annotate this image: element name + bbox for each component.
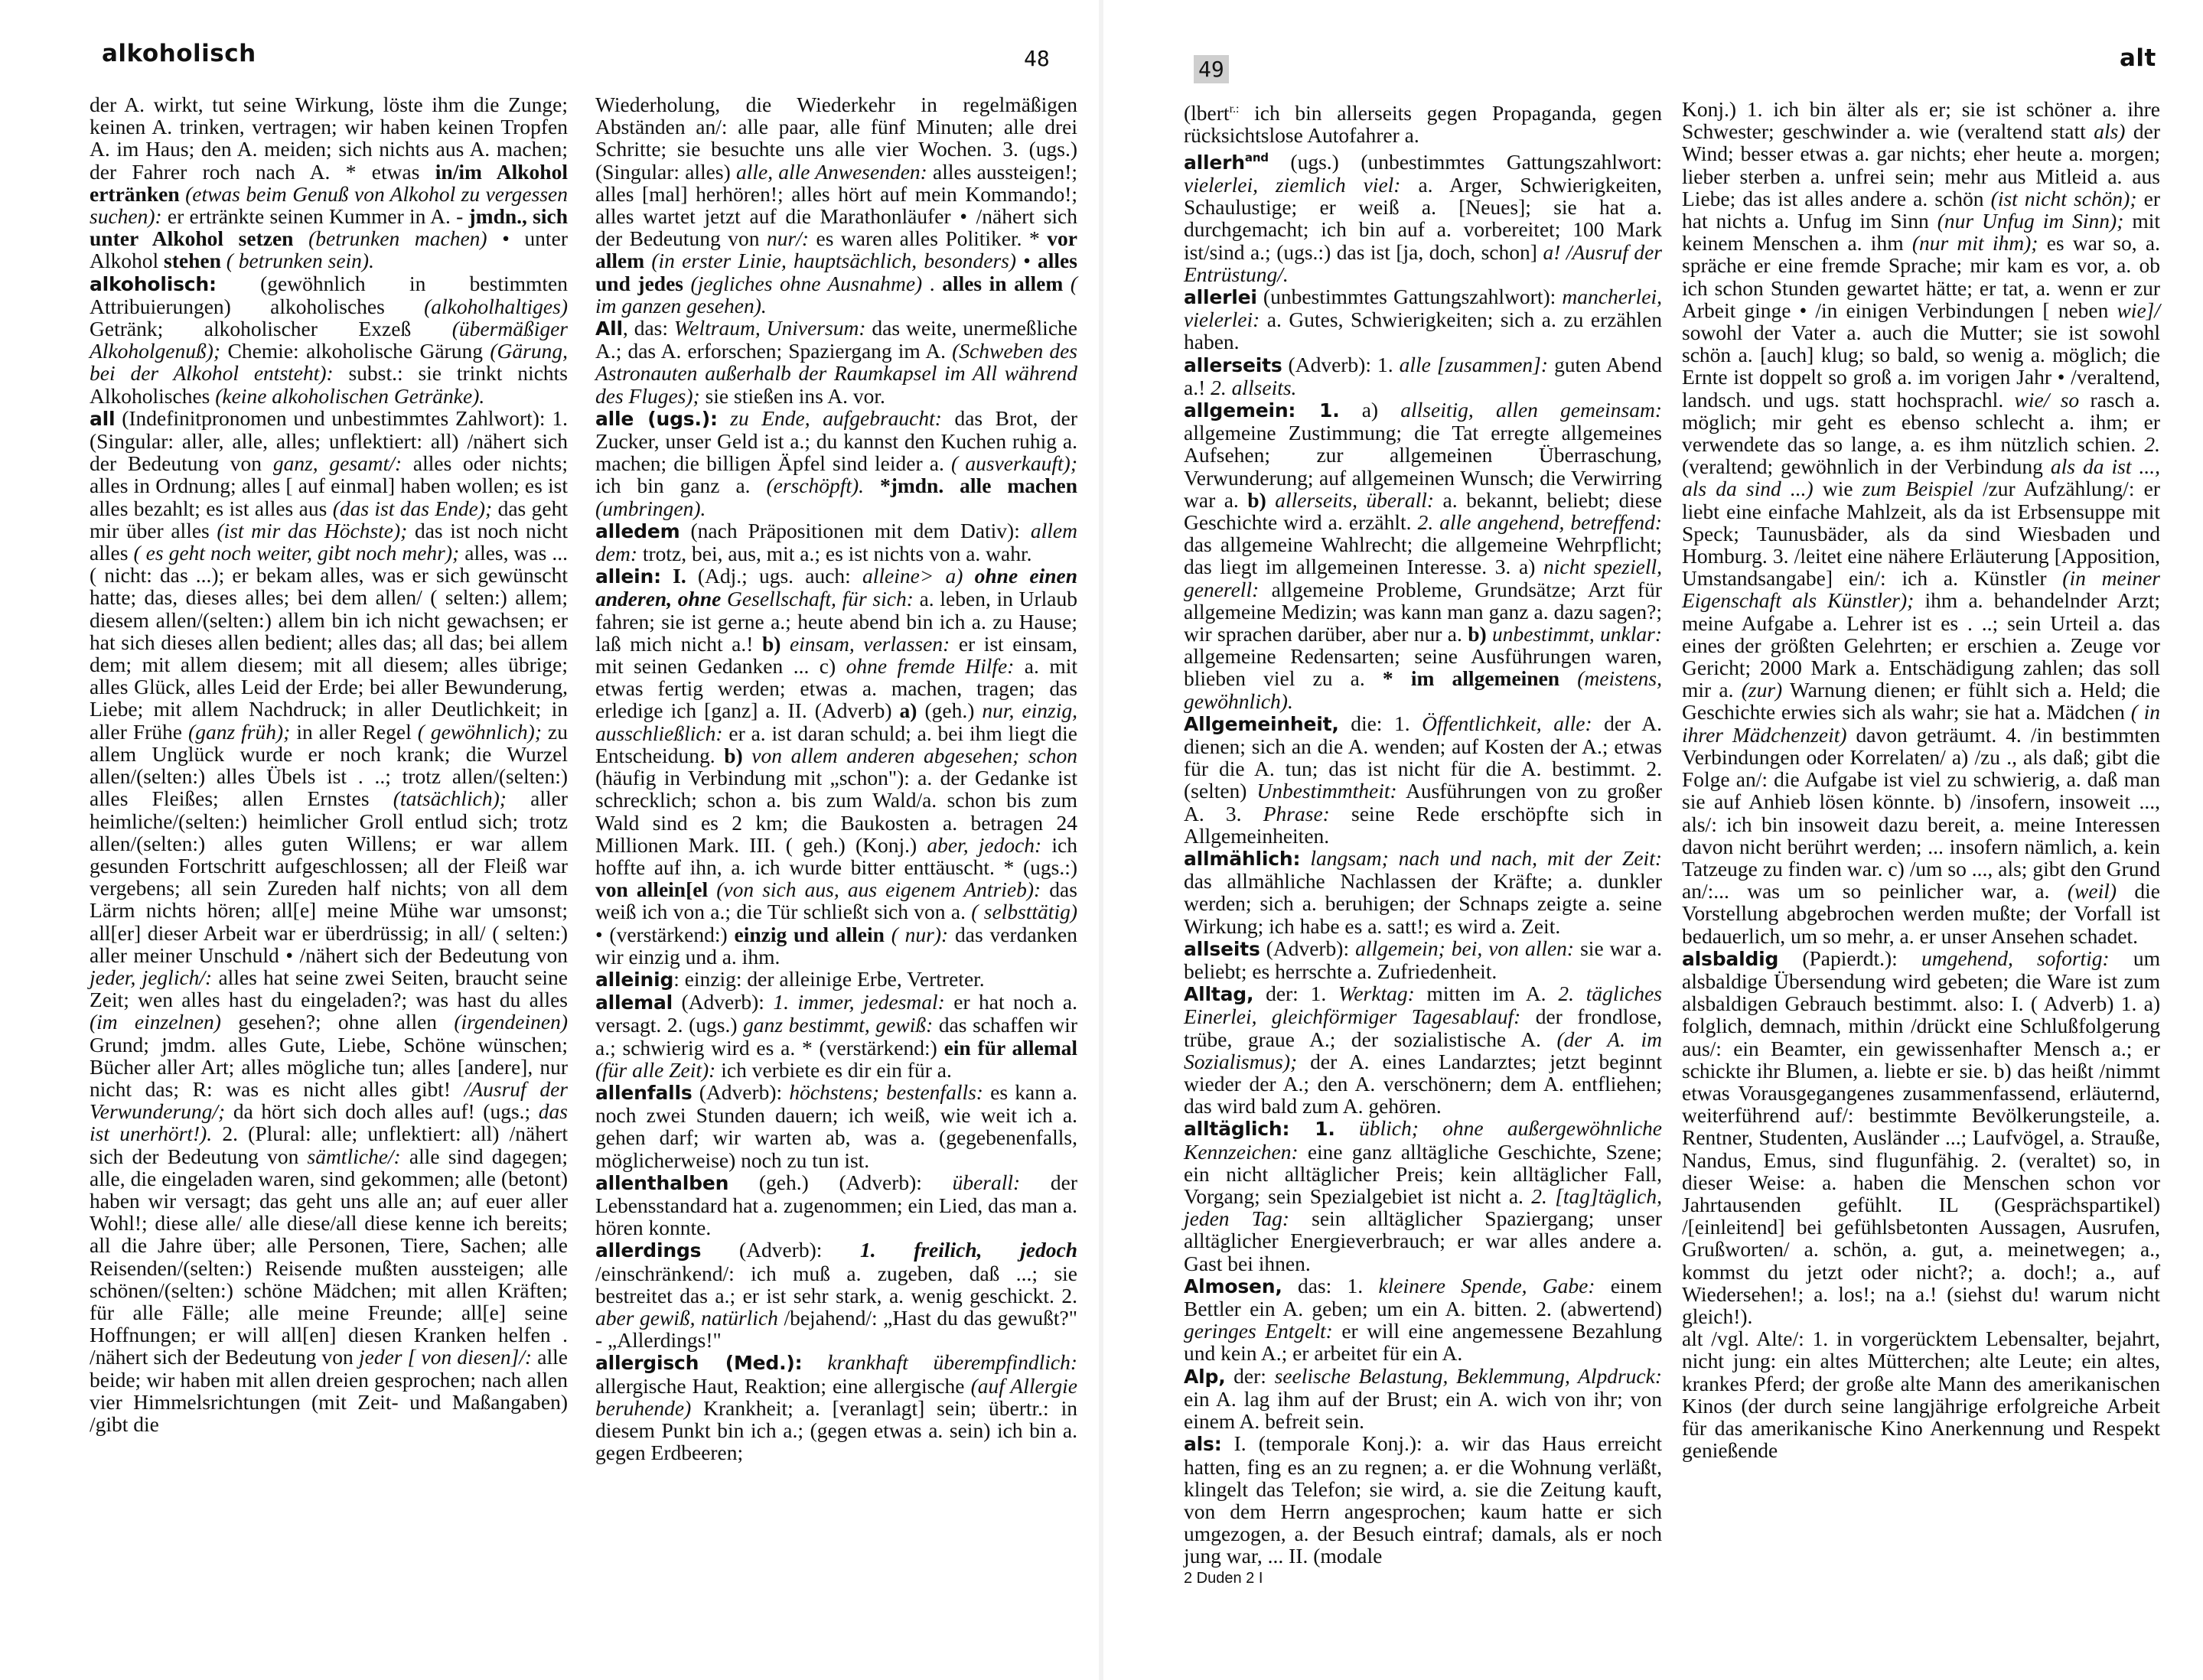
entry-allseits: allseits (Adverb): allgemein; bei, von allen: sie war a. beliebt; es herrschte a. Zufriedenheit. xyxy=(1184,936,1662,984)
entry-allein: allein: I. (Adj.; ugs. auch: alleine> a) ohne einen anderen, ohne Gesellschaft, für sich: a. leben, in Urlaub fahren; sie ist gerne a.; heute abend bin ich a. zu Hause; laß mich nicht a.! b) einsam, verlassen: er ist einsam, mit seinen Gedanken ... c) ohne fremde Hilfe: a. mit etwas fertig werden; etwas a. machen, tragen; das erledige ich [ganz] a. II. (Adverb) a) (geh.) nur, einzig, ausschließlich: er a. ist daran schuld; a. bei ihm liegt die Entscheidung. b) von allem anderen abgesehen; schon (häufig in Verbindung mit „schon"): a. der Gedanke ist schrecklich; schon a. bis zum Wald/a. schon bis zum Wald sind es 2 km; die Baukosten a. betragen 24 Millionen Mark. III. ( geh.) (Konj.) aber, jedoch: ich hoffte auf ihn, a. ich wurde bitter enttäuscht. * (ugs.:) von allein[el (von sich aus, aus eigenem Antrieb): das weiß ich von a.; die Tür schließt sich von a. ( selbsttätig) • (verstärkend:) einzig und allein ( nur): das verdanken wir einzig und a. ihm. xyxy=(595,564,1078,969)
headword: alsbaldig xyxy=(1682,947,1779,970)
headword: allseits xyxy=(1184,937,1260,960)
headword: all xyxy=(90,407,116,430)
running-head: alt xyxy=(2120,44,2156,72)
running-head: alkoholisch xyxy=(102,40,256,67)
entry-alkohol-continued: der A. wirkt, tut seine Wirkung, löste ihm die Zunge; keinen A. trinken, vertragen; wir haben keinen Tropfen A. im Haus; den A. meiden; sich nichts aus A. machen; der Fahrer roch nach A. * etwas in/im Alkohol ertränken (etwas beim Genuß von Alkohol zu vergessen suchen): er ertränkte seinen Kummer in A. - jmdn., sich unter Alkohol setzen (betrunken machen) • unter Alkohol stehen ( betrunken sein). xyxy=(90,93,568,273)
entry-alsbaldig: alsbaldig (Papierdt.): umgehend, sofortig: um alsbaldige Übersendung wird gebeten; die Ware ist zum alsbaldigen Gebrauch bestimmt. also: I. ( Adverb) 1. a) folglich, demnach, mithin /drückt eine Schlußfolgerung aus/: ein Beamter, ein gewissenhafter Mensch a.; er schickte ihr Blumen, a. liebte er sie. b) das heißt /nimmt etwas Vorausgegangenes zusammenfassend, erläuternd, weiterführend auf/: bestimmte Bevölkerungsteile, a. Rentner, Studenten, Ausländer ...; Laufvögel, a. Strauße, Nandus, Emus, sind flugunfähig. 2. (veraltet) so, in dieser Weise: a. haben die Menschen schon vor Jahrtausenden gefühlt. IL (Gesprächspartikel) /[einleitend] bei gefühlsbetonten Aussagen, Ausrufen, Grußworten/ a. schön, a. gut, a. meinetwegen; a., kommst du jetzt oder nicht?; a. doch!; a., auf Wiedersehen!; a. los!; na a.! (siehst du! warum nicht gleich!). xyxy=(1682,946,2160,1328)
headword: allein: xyxy=(595,565,661,588)
entry-alt: alt /vgl. Alte/: 1. in vorgerücktem Lebensalter, bejahrt, nicht jung: ein altes Mütterchen; alte Leute; ein altes, krankes Pferd; der große alte Mann des amerikanischen Kinos (der durch seine langjährige erfolgreiche Arbeit für das amerikanische Kino Anerkennung und Respekt genießende xyxy=(1682,1327,2160,1463)
headword: alleinig xyxy=(595,968,674,991)
text-column-1 xyxy=(90,93,568,1435)
entry-allerseits: allerseits (Adverb): 1. alle [zusammen]: guten Abend a.! 2. allseits. xyxy=(1184,352,1662,399)
entry-alltag: Alltag, der: 1. Werktag: mitten im A. 2. tägliches Einerlei, gleichförmiger Tagesablauf: der frondlose, trübe, graue A.; der sozialistische A. (der A. im Sozialismus); der A. eines Landarztes; jetzt beginnt wieder der A.; den A. verschönern; dem A. entfliehen; das wird bald zum A. gehören. xyxy=(1184,982,1662,1118)
footer-signature: 2 Duden 2 I xyxy=(1184,1570,1263,1587)
headword: allerdings xyxy=(595,1239,702,1262)
entry-alltaeglich: alltäglich: 1. üblich; ohne außergewöhnliche Kennzeichen: eine ganz alltägliche Geschichte, Szene; ein nicht alltäglicher Preis; kein alltäglicher Fall, Vorgang; sein Spezialgebiet ist nicht a. 2. [tag]täglich, jeden Tag: sein alltäglicher Spaziergang; unser alltäglicher Energieverbrauch; er war alles andere a. Gast bei ihnen. xyxy=(1184,1116,1662,1275)
headword: Alltag, xyxy=(1184,983,1254,1006)
entry-alkoholisch: alkoholisch: (gewöhnlich in bestimmten Attribuierungen) alkoholisches (alkoholhaltiges) Getränk; alkoholischer Exzeß (übermäßiger Alkoholgenuß); Chemie: alkoholische Gärung (Gärung, bei der Alkohol entsteht): subst.: sie trinkt nichts Alkoholisches (keine alkoholischen Getränke). xyxy=(90,271,568,408)
entry-alledem: alledem (nach Präpositionen mit dem Dativ): allem dem: trotz, bei, aus, mit a.; es ist nichts von a. wahr. xyxy=(595,518,1077,566)
entry-alle: alle (ugs.): zu Ende, aufgebraucht: das Brot, der Zucker, unser Geld ist a.; du kannst den Kuchen ruhig a. machen; die billigen Äpfel sind leider a. ( ausverkauft); ich bin ganz a. (erschöpft). *jmdn. alle machen (umbringen). xyxy=(595,405,1077,520)
headword: allenthalben xyxy=(595,1171,729,1194)
entry-allgemein: allgemein: 1. a) allseitig, allen gemeinsam: allgemeine Zustimmung; die Tat erregte allgemeines Aufsehen; zur allgemeinen Überraschung, Verwunderung; auf allgemeinen Wunsch; die Verwirring war a. b) allerseits, überall: a. bekannt, beliebt; diese Geschichte wird a. erzählt. 2. alle angehend, betreffend: das allgemeine Wahlrecht; die allgemeine Wehrpflicht; das liegt im allgemeinen Interesse. 3. a) nicht speziell, generell: allgemeine Probleme, Grundsätze; Arzt für allgemeine Medizin; was kann man ganz a. dazu sagen?; wir sprachen darüber, aber nur a. b) unbestimmt, unklar: allgemeine Redensarten; seine Ausführungen waren, blieben viel zu a. * im allgemeinen (meistens, gewöhnlich). xyxy=(1184,397,1663,713)
headword: Allgemeinheit, xyxy=(1184,712,1339,735)
page-number: 49 xyxy=(1194,55,1229,83)
entry-allerlei: allerlei (unbestimmtes Gattungszahlwort): mancherlei, vielerlei: a. Gutes, Schwierigkeiten; sich a. zu erzählen haben. xyxy=(1184,284,1662,354)
headword: Almosen, xyxy=(1184,1275,1282,1297)
entry-als-continued: Konj.) 1. ich bin älter als er; sie ist schöner a. ihre Schwester; geschwinder a. wie (veraltend statt als) der Wind; besser etwas a. gar nichts; eher heute a. morgen; lieber sterben a. unfrei sein; mehr aus Mitleid a. aus Liebe; das ist alles andere a. schön (ist nicht schön); er hat nichts a. Unfug im Sinn (nur Unfug im Sinn); mit keinem Menschen a. ihm (nur mit ihm); es war so, a. spräche er eine fremde Sprache; mir kam es vor, a. ob ich schon Stunden gewartet hätte; er tat, a. wenn er zur Arbeit ginge • /in einigen Verbindungen [ neben wie]/ sowohl der Vater a. auch die Mutter; sie ist sowohl schön a. [auch] klug; so bald, so wenig a. möglich; die Ernte ist doppelt so groß a. im vorigen Jahr • /veraltend, landsch. und ugs. statt hochsprachl. wie/ so rasch a. möglich; mir geht es ebenso schlecht a. ihm; er verwendete das so lange, a. es ihm nützlich schien. 2. (veraltend; gewöhnlich in der Verbindung als da ist ..., als da sind ...) wie zum Beispiel /zur Aufzählung/: er liebt eine einfache Mahlzeit, als da ist Erbsensuppe mit Speck; Taunusbäder, als da sind Wiesbaden und Homburg. 3. /leitet eine nähere Erläuterung [Apposition, Umstandsangabe] ein/: ich a. Künstler (in meiner Eigenschaft als Künstler); ihm a. behandelnder Arzt; meine Aufgabe a. Lehrer ist es . ..; sein Urteil a. das eines der größten Gelehrten; er erschien a. Zeuge vor Gericht; 2000 Mark a. Entschädigung zahlen; das soll mir a. (zur) Warnung dienen; er fühlt sich a. Held; die Geschichte erwies sich als wahr; sie hat a. Mädchen ( in ihrer Mädchenzeit) davon geträumt. 4. /in bestimmten Verbindungen oder Korrelaten/ a) /zu ., als daß; gibt die Folge an/: die Aufgabe ist viel zu schwierig, a. daß man sie auf Anhieb lösen könnte. b) /insofern, insoweit ..., als/: ich bin insoweit dazu bereit, a. meine Interessen davon nicht berührt werden; ... insofern nämlich, a. kein Tatzeuge zu finden war. c) /um so ..., als; gibt den Grund an/:... was um so peinlicher war, a. (weil) die Vorstellung abgebrochen werden mußte; der Vorfall ist bedauerlich, um so mehr, a. er unser Ansehen schadet. xyxy=(1682,97,2161,948)
entry-All: All, das: Weltraum, Universum: das weite, unermeßliche A.; das A. erforschen; Spaziergang im A. (Schweben des Astronauten außerhalb der Raumkapsel im All während des Fluges); sie stießen ins A. vor. xyxy=(595,316,1077,408)
headword: als: xyxy=(1184,1433,1222,1456)
headword: All xyxy=(595,317,623,340)
entry-als: als: I. (temporale Konj.): a. wir das Haus erreicht hatten, fing es an zu regnen; a. er die Wohnung verläßt, klingelt das Telefon; sie wird, a. sie die Zeitung kauft, von dem Herrn angesprochen; kaum hatte er sich umgezogen, a. der Besuch eintraf; damals, als er noch jung war, ... II. (modale xyxy=(1184,1431,1662,1568)
entry-allenfalls: allenfalls (Adverb): höchstens; bestenfalls: es kann a. noch zwei Stunden dauern; ich weiß, wie weit ich a. gehen darf; wir warten ab, was a. (gegebenenfalls, möglicherweise) noch zu tun ist. xyxy=(595,1079,1077,1172)
headword: allerseits xyxy=(1184,353,1282,376)
entry-allerseits-fragment: (lbert$^{r.:}$ ich bin allerseits gegen Propaganda, gegen rücksichtslose Autofahrer a. xyxy=(1184,101,1662,148)
text-column-2 xyxy=(595,93,1077,1463)
entry-allergisch: allergisch (Med.): krankhaft überempfindlich: allergische Haut, Reaktion; eine allergische (auf Allergie beruhende) Krankheit; a. [veranlagt] sein; übertr.: in diesem Punkt bin ich a.; (gegen etwas a. sein) ich bin a. gegen Erdbeeren; xyxy=(595,1350,1077,1465)
entry-allemal: allemal (Adverb): 1. immer, jedesmal: er hat noch a. versagt. 2. (ugs.) ganz bestimmt, gewiß: das schaffen wir a.; schwierig wird es a. * (verstärkend:) ein für allemal (für alle Zeit): ich verbiete es dir ein für a. xyxy=(595,990,1078,1082)
entry-allmaehlich: allmählich: langsam; nach und nach, mit der Zeit: das allmähliche Nachlassen der Kräfte; a. dunkler werden; sich a. beruhigen; der Schnaps zeigte a. seine Wirkung; ich habe es a. satt!; es wird a. Zeit. xyxy=(1184,846,1662,938)
headword: alkoholisch: xyxy=(90,272,217,295)
headword: allenfalls xyxy=(595,1081,693,1104)
headword: alle (ugs.): xyxy=(595,407,718,430)
left-page xyxy=(0,0,1101,1680)
headword: Alp, xyxy=(1184,1365,1226,1388)
text-column-1 xyxy=(1184,98,1662,1568)
entry-allgemeinheit: Allgemeinheit, die: 1. Öffentlichkeit, alle: der A. dienen; sich an die A. wenden; auf Kosten der A.; etwas für die A. tun; das ist nicht für die A. bestimmt. 2. (selten) Unbestimmtheit: Ausführungen von zu großer A. 3. Phrase: seine Rede erschöpfte sich in Allgemeinheiten. xyxy=(1184,711,1663,848)
headword: alltäglich: xyxy=(1184,1118,1290,1141)
headword: allerh xyxy=(1184,151,1245,174)
page-number: 48 xyxy=(1024,46,1050,71)
headword: alledem xyxy=(595,519,680,542)
headword: allmählich: xyxy=(1184,848,1301,871)
entry-allerdings: allerdings (Adverb): 1. freilich, jedoch /einschränkend/: ich muß a. zugeben, daß ...; sie bestreitet das a.; er ist sehr stark, a. wenig geschickt. 2. aber gewiß, natürlich /bejahend/: „Hast du das gewußt?" - „Allerdings!" xyxy=(595,1238,1077,1353)
headword: allemal xyxy=(595,991,673,1014)
headword: allergisch (Med.): xyxy=(595,1352,803,1375)
entry-alp: Alp, der: seelische Belastung, Beklemmung, Alpdruck: ein A. lag ihm auf der Brust; ein A. wich von ihr; von einem A. befreit sein. xyxy=(1184,1363,1663,1434)
entry-allerhand: allerh$^{and}$ (ugs.) (unbestimmtes Gattungszahlwort: vielerlei, ziemlich viel: a. Arger, Schwierigkeiten, Schaulustige; er weiß a. [Neues]; sie hat a. durchgemacht; ich bin auf a. vorbereitet; 100 Mark ist/sind a.; (ugs.:) das ist [ja, doch, schon] a! /Ausruf der Entrüstung/. xyxy=(1184,149,1662,286)
entry-all: all (Indefinitpronomen und unbestimmtes Zahlwort): 1. (Singular: aller, alle, alles; unflektiert: all) /nähert sich der Bedeutung von ganz, gesamt/: alles oder nichts; alles in Ordnung; alles [ auf einmal] haben wollen; es ist alles bezahlt; es ist alles aus (das ist das Ende); das geht mir über alles (ist mir das Höchste); das ist noch nicht alles ( es geht noch weiter, gibt noch mehr); alles, was ... ( nicht: das ...); er bekam alles, was er sich gewünscht hatte; das, dieses alles; bei dem allen/ ( selten:) allem; diesem allen/(selten:) allem bin ich nicht gewachsen; er hat sich dieses allen bedient; alles das; all das; bei allem dem; mit allem diesem; mit all diesem; alles übrige; alles Glück, alles Leid der Erde; bei aller Bewunderung, Liebe; mit allem Nachdruck; in aller Deutlichkeit; in aller Frühe (ganz früh); in aller Regel ( gewöhnlich); zu allem Unglück wurde er noch krank; die Wurzel allen/(selten:) alles Übels ist . ..; trotz allen/(selten:) alles Fleißes; allen Ernstes (tatsächlich); aller heimliche/(selten:) heimlicher Groll entlud sich; trotz allen/(selten:) alles guten Willens; er war allem gesunden Fortschritt aufgeschlossen; all der Fleiß war vergebens; all sein Zureden half nichts; von all dem Lärm nichts hören; all[e] meine Mühe war umsonst; all[er] dieser Arbeit war er überdrüssig; in all/ ( selten:) aller meiner Unschuld • /nähert sich der Bedeutung von jeder, jeglich/: alles hat seine zwei Seiten, braucht seine Zeit; wen alles hast du eingeladen?; was hast du alles (im einzelnen) gesehen?; ohne allen (irgendeinen) Grund; jmdm. alles Gute, Liebe, Schöne wünschen; Bücher aller Art; alles mögliche tun; alles [andere], nur nicht das; R: was es nicht alles gibt! /Ausruf der Verwunderung/; da hört sich doch alles auf! (ugs.; das ist unerhört!). 2. (Plural: alle; unflektiert: all) /nähert sich der Bedeutung von sämtliche/: alle sind dagegen; alle, die eingeladen waren, sind gekommen; alle (betont) haben wir versagt; das geht uns alle an; auf euer aller Wohl!; diese alle/ alle diese/all diese kenne ich bereits; all die Jahre über; alle Personen, Tiere, Sachen; alle Reisenden/(selten:) Reisende mußten aussteigen; alle schönen/(selten:) schöne Mädchen; mit allen Kräften; für alle Fälle; alle meine Freunde; all[e] seine Hoffnungen; er will all[en] diesen Kranken helfen . /nähert sich der Bedeutung von jeder [ von diesen]/: alle beide; wir haben mit allen dreien gesprochen; nach allen vier Himmelsrichtungen (mit Zeit- und Maßangaben) /gibt die xyxy=(90,405,569,1436)
entry-almosen: Almosen, das: 1. kleinere Spende, Gabe: einem Bettler ein A. geben; um ein A. bitten. 2. (abwertend) geringes Entgelt: er will eine angemessene Bezahlung und kein A.; er arbeitet für ein A. xyxy=(1184,1273,1662,1366)
headword: allgemein: xyxy=(1184,399,1296,422)
entry-alleinig: alleinig: einzig: der alleinige Erbe, Vertreter. xyxy=(595,966,985,991)
entry-all-continued: Wiederholung, die Wiederkehr in regelmäßigen Abständen an/: alle paar, alle fünf Minuten; alle drei Schritte; sie besuchte uns alle vier Wochen. 3. (ugs.) (Singular: alles) alle, alle Anwesenden: alles aussteigen!; alles [mal] herhören!; alles hört auf mein Kommando!; alles wartet jetzt auf die Marathonläufer • /nähert sich der Bedeutung von nur/: es waren alles Politiker. * vor allem (in erster Linie, hauptsächlich, besonders) • alles und jedes (jegliches ohne Ausnahme) . alles in allem ( im ganzen gesehen). xyxy=(595,93,1077,317)
right-page xyxy=(1102,0,2203,1680)
text-column-2 xyxy=(1682,98,2160,1461)
headword: allerlei xyxy=(1184,285,1257,308)
entry-allenthalben: allenthalben (geh.) (Adverb): überall: der Lebensstandard hat a. zugenommen; ein Lied, das man a. hören konnte. xyxy=(595,1170,1078,1240)
